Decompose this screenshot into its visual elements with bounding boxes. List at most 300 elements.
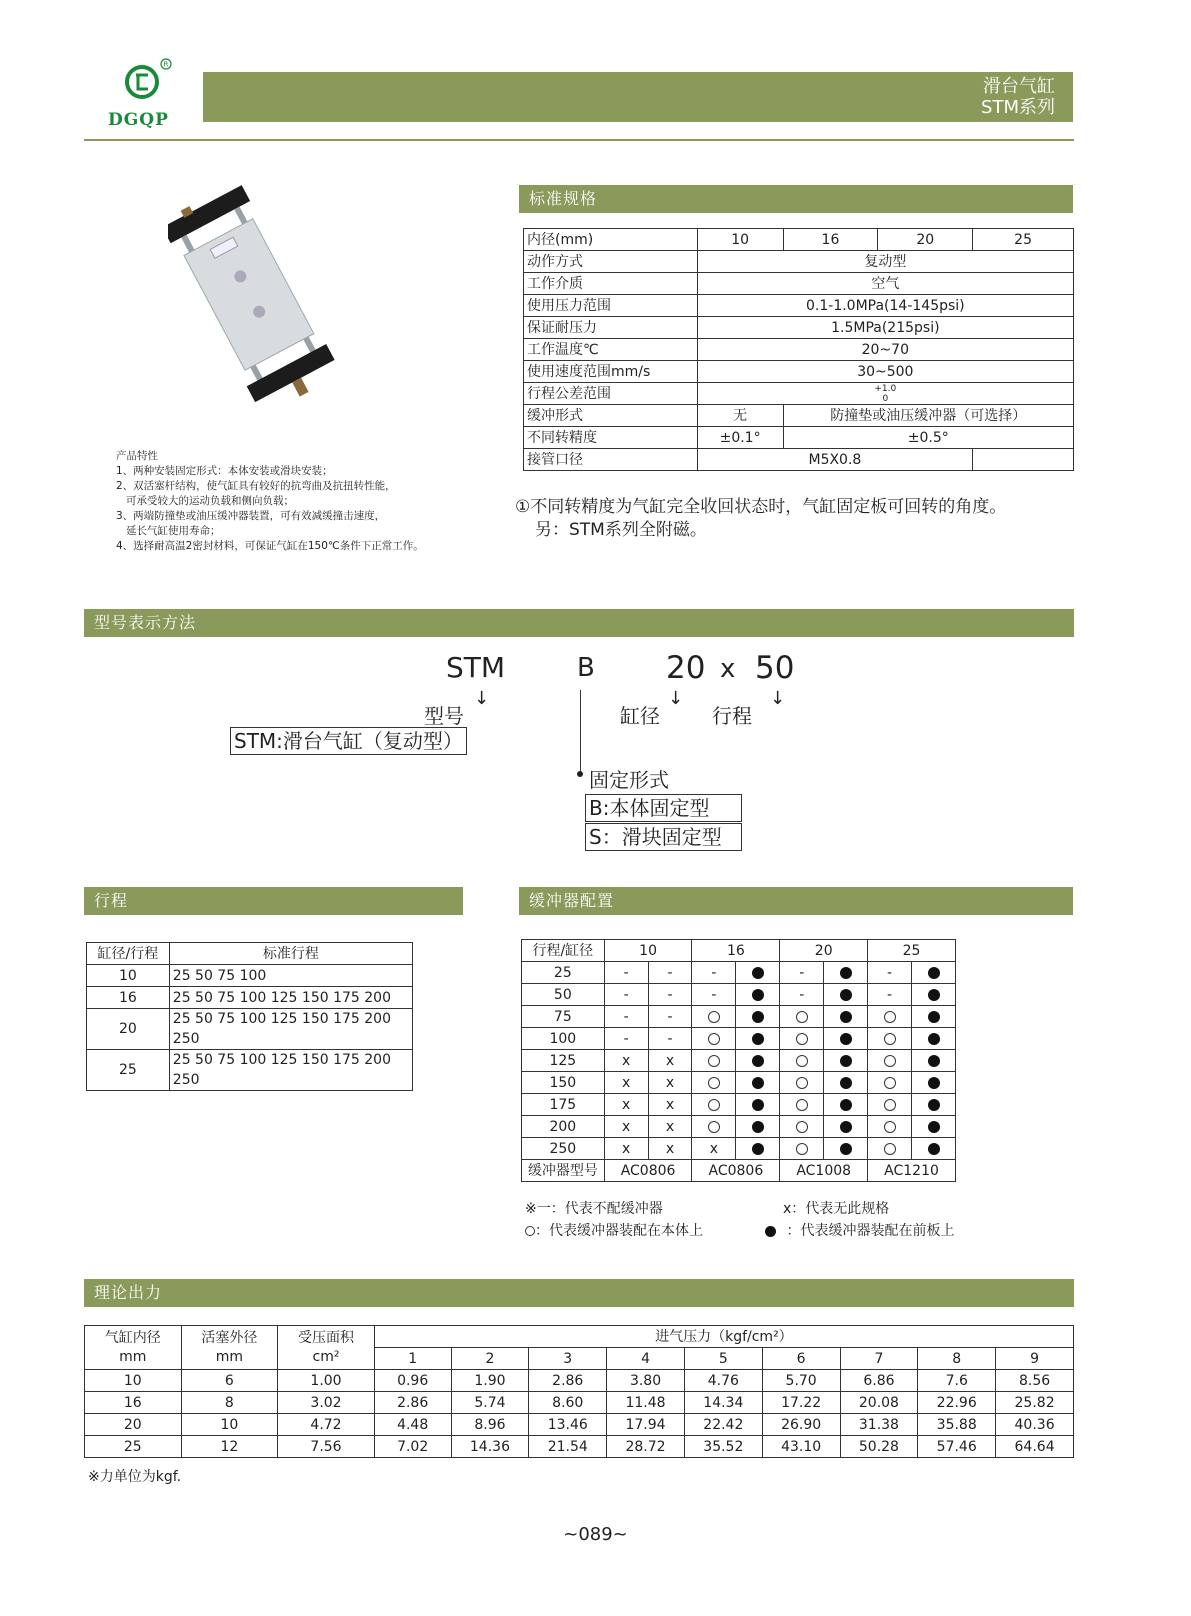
- spec-label: 缓冲形式: [524, 405, 698, 427]
- features-title: 产品特性: [116, 450, 158, 462]
- dot-icon: [928, 1077, 940, 1089]
- dot-icon: [928, 989, 940, 1001]
- buffer-model: AC1210: [868, 1160, 956, 1182]
- tolerance-lower: 0: [882, 393, 889, 404]
- buffer-stroke: 150: [522, 1072, 605, 1094]
- buffer-model: AC0806: [604, 1160, 692, 1182]
- buffer-cell-front: [912, 1094, 956, 1116]
- force-cell: 7.56: [278, 1436, 375, 1458]
- stroke-bore: 20: [87, 1009, 170, 1050]
- buffer-cell-text: -: [868, 984, 912, 1006]
- dot-icon: [840, 1099, 852, 1111]
- spec-bore: 10: [697, 229, 783, 251]
- stroke-values: 25 50 75 100 125 150 175 200 250: [169, 1009, 412, 1050]
- buffer-model: AC0806: [692, 1160, 780, 1182]
- spec-value: 复动型: [697, 251, 1073, 273]
- buffer-cell-body: [692, 1006, 736, 1028]
- mount-option-s: S：滑块固定型: [585, 823, 742, 851]
- force-header-bore-label: 气缸内径: [104, 1329, 161, 1346]
- buffer-cell-front: [912, 1050, 956, 1072]
- force-pressure: 4: [607, 1348, 685, 1370]
- spec-label: 不同转精度: [524, 427, 698, 449]
- spec-note-2: 另：STM系列全附磁。: [535, 520, 707, 540]
- force-cell: 6: [181, 1370, 278, 1392]
- force-cell: 1.00: [278, 1370, 375, 1392]
- spec-label: 内径(mm): [524, 229, 698, 251]
- buffer-cell-front: [736, 1138, 780, 1160]
- force-cell: 10: [85, 1370, 182, 1392]
- dot-icon: [928, 967, 940, 979]
- buffer-bore: 25: [868, 940, 956, 962]
- ring-icon: [796, 1143, 808, 1155]
- ring-icon: [884, 1077, 896, 1089]
- force-cell: 26.90: [762, 1414, 840, 1436]
- buffer-stroke: 125: [522, 1050, 605, 1072]
- buffer-header: 行程/缸径: [522, 940, 605, 962]
- buffer-cell-front: [824, 1116, 868, 1138]
- table-row: [524, 273, 1074, 295]
- force-header-pressure: 进气压力（kgf/cm²）: [374, 1326, 1073, 1348]
- buffer-cell-body: [868, 1006, 912, 1028]
- table-row: [524, 427, 1074, 449]
- force-section-bar: 理论出力: [84, 1279, 1074, 1307]
- buffer-cell-text: -: [780, 984, 824, 1006]
- buffer-cell-text: -: [604, 1028, 648, 1050]
- dot-icon: [752, 1011, 764, 1023]
- force-cell: 43.10: [762, 1436, 840, 1458]
- force-cell: 13.46: [529, 1414, 607, 1436]
- table-row: [87, 943, 413, 965]
- buffer-cell-text: -: [648, 1006, 692, 1028]
- feature-item: 可承受较大的运动负载和侧向负载；: [116, 495, 295, 507]
- stroke-header: 标准行程: [169, 943, 412, 965]
- force-cell: 8.60: [529, 1392, 607, 1414]
- table-row: [524, 251, 1074, 273]
- ring-icon: [708, 1033, 720, 1045]
- model-code-x: x: [720, 654, 736, 684]
- table-row: [524, 449, 1074, 471]
- ring-icon: [708, 1099, 720, 1111]
- force-note: ※力单位为kgf.: [88, 1469, 182, 1485]
- force-cell: 28.72: [607, 1436, 685, 1458]
- buffer-cell-front: [912, 1028, 956, 1050]
- buffer-cell-front: [912, 1072, 956, 1094]
- buffer-cell-front: [736, 984, 780, 1006]
- dot-icon: [840, 989, 852, 1001]
- legend-ring: ：代表缓冲器装配在本体上: [535, 1223, 703, 1239]
- dot-icon: [840, 1077, 852, 1089]
- spec-value: 防撞垫或油压缓冲器（可选择）: [783, 405, 1073, 427]
- arrow-down-icon: ↓: [474, 688, 490, 709]
- force-cell: 22.42: [684, 1414, 762, 1436]
- table-row: [85, 1414, 1074, 1436]
- product-image: [168, 183, 338, 413]
- stroke-bore: 16: [87, 987, 170, 1009]
- force-cell: 35.88: [918, 1414, 996, 1436]
- dot-icon: [752, 1121, 764, 1133]
- legend-dash: ※一：代表不配缓冲器: [525, 1201, 663, 1217]
- force-pressure: 1: [374, 1348, 451, 1370]
- spec-label: 保证耐压力: [524, 317, 698, 339]
- label-mount: 固定形式: [589, 768, 669, 792]
- header-band: [203, 72, 1073, 122]
- svg-text:R: R: [163, 60, 169, 69]
- feature-item: 2、双活塞杆结构，使气缸具有较好的抗弯曲及抗扭转性能，: [116, 480, 396, 492]
- force-cell: 17.22: [762, 1392, 840, 1414]
- buffer-cell-front: [824, 1072, 868, 1094]
- force-header-area-unit: cm²: [312, 1348, 340, 1365]
- buffer-cell-front: [736, 1050, 780, 1072]
- spec-value: ±0.5°: [783, 427, 1073, 449]
- spec-section-bar: 标准规格: [519, 185, 1073, 213]
- stroke-bore: 25: [87, 1050, 170, 1091]
- page-number: ~089~: [563, 1524, 628, 1545]
- brand-name: DGQP: [108, 110, 169, 130]
- force-cell: 5.70: [762, 1370, 840, 1392]
- buffer-cell-body: [780, 1028, 824, 1050]
- buffer-cell-body: [868, 1072, 912, 1094]
- force-cell: 2.86: [374, 1392, 451, 1414]
- ring-icon: [708, 1077, 720, 1089]
- force-cell: 1.90: [451, 1370, 529, 1392]
- spec-value: M5X0.8: [697, 449, 973, 471]
- buffer-cell-body: [780, 1006, 824, 1028]
- table-row: [85, 1326, 1074, 1348]
- ring-icon: [708, 1121, 720, 1133]
- dot-icon: [928, 1011, 940, 1023]
- buffer-cell-text: x: [692, 1138, 736, 1160]
- buffer-bore: 20: [780, 940, 868, 962]
- model-description-box: STM:滑台气缸（复动型）: [230, 727, 467, 755]
- spec-empty-cell: [973, 449, 1074, 471]
- force-cell: 8.96: [451, 1414, 529, 1436]
- buffer-cell-front: [824, 1050, 868, 1072]
- ring-icon: [796, 1077, 808, 1089]
- force-cell: 6.86: [840, 1370, 918, 1392]
- spec-tolerance: [697, 383, 1073, 405]
- ring-icon: [796, 1121, 808, 1133]
- buffer-cell-text: x: [604, 1138, 648, 1160]
- buffer-cell-text: -: [604, 1006, 648, 1028]
- model-code-stroke: 50: [755, 650, 795, 686]
- stroke-values: 25 50 75 100 125 150 175 200: [169, 987, 412, 1009]
- stroke-bore: 10: [87, 965, 170, 987]
- spec-label: 接管口径: [524, 449, 698, 471]
- header-rule: [84, 139, 1074, 141]
- spec-label: 使用压力范围: [524, 295, 698, 317]
- buffer-cell-text: x: [604, 1116, 648, 1138]
- buffer-cell-front: [736, 1116, 780, 1138]
- force-cell: 2.86: [529, 1370, 607, 1392]
- force-cell: 20.08: [840, 1392, 918, 1414]
- buffer-cell-front: [912, 984, 956, 1006]
- header-series: STM系列: [981, 97, 1055, 118]
- buffer-cell-text: -: [780, 962, 824, 984]
- buffer-cell-front: [736, 1006, 780, 1028]
- ring-icon: [884, 1011, 896, 1023]
- table-row: [522, 1160, 956, 1182]
- table-row: [87, 987, 413, 1009]
- buffer-cell-body: [780, 1072, 824, 1094]
- buffer-cell-front: [736, 1072, 780, 1094]
- force-cell: 20: [85, 1414, 182, 1436]
- force-cell: 14.36: [451, 1436, 529, 1458]
- feature-item: 延长气缸使用寿命；: [116, 525, 221, 537]
- spec-value: 1.5MPa(215psi): [697, 317, 1073, 339]
- buffer-cell-text: -: [604, 962, 648, 984]
- table-row: [85, 1370, 1074, 1392]
- feature-item: 4、选择耐高温2密封材料，可保证气缸在150℃条件下正常工作。: [116, 540, 424, 552]
- buffer-cell-text: -: [648, 1028, 692, 1050]
- table-row: [524, 295, 1074, 317]
- buffer-model: AC1008: [780, 1160, 868, 1182]
- buffer-cell-front: [912, 1116, 956, 1138]
- stroke-values: 25 50 75 100 125 150 175 200 250: [169, 1050, 412, 1091]
- buffer-cell-body: [692, 1094, 736, 1116]
- ring-icon: [525, 1226, 535, 1236]
- buffer-cell-front: [912, 962, 956, 984]
- force-cell: 40.36: [996, 1414, 1074, 1436]
- table-row: [524, 361, 1074, 383]
- buffer-bore: 10: [604, 940, 692, 962]
- ring-icon: [884, 1143, 896, 1155]
- ring-icon: [884, 1055, 896, 1067]
- table-row: [524, 383, 1074, 405]
- spec-value: 空气: [697, 273, 1073, 295]
- buffer-cell-front: [824, 1094, 868, 1116]
- force-cell: 11.48: [607, 1392, 685, 1414]
- table-row: [524, 317, 1074, 339]
- buffer-stroke: 25: [522, 962, 605, 984]
- label-bore: 缸径: [620, 704, 660, 728]
- force-header-rod-unit: mm: [215, 1348, 244, 1365]
- force-pressure: 9: [996, 1348, 1074, 1370]
- dot-icon: [928, 1033, 940, 1045]
- spec-value: ±0.1°: [697, 427, 783, 449]
- buffer-cell-body: [868, 1116, 912, 1138]
- force-pressure: 6: [762, 1348, 840, 1370]
- spec-value: 20~70: [697, 339, 1073, 361]
- table-row: [522, 1050, 956, 1072]
- buffer-cell-text: x: [604, 1072, 648, 1094]
- header-title: 滑台气缸: [983, 76, 1055, 97]
- ring-icon: [708, 1011, 720, 1023]
- dot-icon: [752, 1099, 764, 1111]
- stroke-table: [86, 942, 413, 1091]
- buffer-cell-front: [736, 962, 780, 984]
- buffer-cell-text: x: [648, 1072, 692, 1094]
- buffer-cell-text: x: [604, 1094, 648, 1116]
- buffer-cell-body: [868, 1050, 912, 1072]
- force-cell: 7.02: [374, 1436, 451, 1458]
- force-cell: 4.72: [278, 1414, 375, 1436]
- dot-icon: [928, 1121, 940, 1133]
- ring-icon: [796, 1055, 808, 1067]
- spec-label: 工作温度℃: [524, 339, 698, 361]
- buffer-cell-text: -: [868, 962, 912, 984]
- force-cell: 4.48: [374, 1414, 451, 1436]
- buffer-cell-body: [692, 1116, 736, 1138]
- arrow-down-icon: ↓: [770, 688, 786, 709]
- features-block: [116, 449, 496, 554]
- dot-icon: [765, 1226, 776, 1237]
- buffer-cell-text: -: [648, 984, 692, 1006]
- force-header-bore: [85, 1326, 182, 1370]
- dot-icon: [840, 1011, 852, 1023]
- table-row: [522, 940, 956, 962]
- brand-logo: [108, 58, 188, 128]
- buffer-stroke: 175: [522, 1094, 605, 1116]
- dot-icon: [928, 1099, 940, 1111]
- buffer-stroke: 200: [522, 1116, 605, 1138]
- spec-value: 30~500: [697, 361, 1073, 383]
- force-pressure: 5: [684, 1348, 762, 1370]
- spec-value: 0.1-1.0MPa(14-145psi): [697, 295, 1073, 317]
- table-row: [522, 1072, 956, 1094]
- ring-icon: [884, 1099, 896, 1111]
- force-table: [84, 1325, 1074, 1458]
- buffer-bore: 16: [692, 940, 780, 962]
- arrow-down-icon: ↓: [668, 688, 684, 709]
- force-cell: 3.02: [278, 1392, 375, 1414]
- model-code-bore: 20: [666, 650, 706, 686]
- force-cell: 50.28: [840, 1436, 918, 1458]
- force-cell: 12: [181, 1436, 278, 1458]
- buffer-cell-front: [912, 1006, 956, 1028]
- spec-label: 动作方式: [524, 251, 698, 273]
- force-cell: 14.34: [684, 1392, 762, 1414]
- buffer-cell-text: x: [648, 1050, 692, 1072]
- force-pressure: 2: [451, 1348, 529, 1370]
- force-cell: 7.6: [918, 1370, 996, 1392]
- table-row: [524, 229, 1074, 251]
- stroke-section-bar: 行程: [84, 887, 463, 915]
- buffer-cell-body: [692, 1028, 736, 1050]
- buffer-cell-front: [736, 1094, 780, 1116]
- buffer-cell-front: [912, 1138, 956, 1160]
- force-cell: 8: [181, 1392, 278, 1414]
- stroke-header: 缸径/行程: [87, 943, 170, 965]
- table-row: [85, 1392, 1074, 1414]
- buffer-cell-body: [868, 1028, 912, 1050]
- spec-label: 工作介质: [524, 273, 698, 295]
- force-header-rod-label: 活塞外径: [201, 1329, 258, 1346]
- ring-icon: [708, 1055, 720, 1067]
- dot-icon: [840, 1121, 852, 1133]
- table-row: [524, 405, 1074, 427]
- force-cell: 22.96: [918, 1392, 996, 1414]
- buffer-cell-text: -: [692, 984, 736, 1006]
- feature-item: 3、两端防撞垫或油压缓冲器装置，可有效减缓撞击速度，: [116, 510, 386, 522]
- buffer-cell-front: [824, 1138, 868, 1160]
- dot-icon: [840, 1055, 852, 1067]
- buffer-stroke: 75: [522, 1006, 605, 1028]
- spec-bore: 25: [973, 229, 1074, 251]
- buffer-cell-front: [824, 1028, 868, 1050]
- buffer-cell-text: x: [648, 1138, 692, 1160]
- stroke-values: 25 50 75 100: [169, 965, 412, 987]
- dot-icon: [752, 967, 764, 979]
- dot-icon: [752, 989, 764, 1001]
- buffer-stroke: 250: [522, 1138, 605, 1160]
- label-stroke: 行程: [712, 704, 752, 728]
- buffer-cell-body: [692, 1050, 736, 1072]
- buffer-section-bar: 缓冲器配置: [519, 887, 1073, 915]
- buffer-cell-body: [868, 1094, 912, 1116]
- buffer-model-label: 缓冲器型号: [522, 1160, 605, 1182]
- spec-label: 行程公差范围: [524, 383, 698, 405]
- table-row: [522, 962, 956, 984]
- force-pressure: 7: [840, 1348, 918, 1370]
- table-row: [522, 1028, 956, 1050]
- table-row: [524, 339, 1074, 361]
- force-cell: 25.82: [996, 1392, 1074, 1414]
- ring-icon: [796, 1011, 808, 1023]
- force-header-bore-unit: mm: [119, 1348, 147, 1365]
- buffer-cell-front: [736, 1028, 780, 1050]
- spec-note-1: ①不同转精度为气缸完全收回状态时，气缸固定板可回转的角度。: [515, 497, 1007, 517]
- bullet-icon: [577, 771, 583, 777]
- dot-icon: [752, 1033, 764, 1045]
- table-row: [85, 1436, 1074, 1458]
- spec-bore: 16: [783, 229, 878, 251]
- force-pressure: 3: [529, 1348, 607, 1370]
- buffer-cell-front: [824, 962, 868, 984]
- force-pressure: 8: [918, 1348, 996, 1370]
- ring-icon: [796, 1099, 808, 1111]
- buffer-cell-body: [780, 1116, 824, 1138]
- buffer-cell-text: -: [648, 962, 692, 984]
- logo-mark-icon: [108, 58, 188, 104]
- mount-option-b: B:本体固定型: [585, 794, 742, 822]
- force-cell: 57.46: [918, 1436, 996, 1458]
- force-cell: 4.76: [684, 1370, 762, 1392]
- spec-label: 使用速度范围mm/s: [524, 361, 698, 383]
- table-row: [87, 1050, 413, 1091]
- spec-note: [515, 496, 1006, 542]
- buffer-stroke: 50: [522, 984, 605, 1006]
- buffer-cell-body: [780, 1138, 824, 1160]
- dot-icon: [752, 1077, 764, 1089]
- dot-icon: [928, 1055, 940, 1067]
- feature-item: 1、两种安装固定形式：本体安装或滑块安装；: [116, 465, 333, 477]
- force-header-area-label: 受压面积: [297, 1329, 354, 1346]
- table-row: [87, 965, 413, 987]
- force-cell: 64.64: [996, 1436, 1074, 1458]
- tolerance-upper: +1.0: [874, 383, 897, 394]
- dot-icon: [840, 1143, 852, 1155]
- force-cell: 35.52: [684, 1436, 762, 1458]
- buffer-cell-text: x: [648, 1094, 692, 1116]
- buffer-cell-front: [824, 1006, 868, 1028]
- spec-table: [523, 228, 1074, 471]
- force-cell: 17.94: [607, 1414, 685, 1436]
- dot-icon: [752, 1143, 764, 1155]
- buffer-cell-text: -: [604, 984, 648, 1006]
- ring-icon: [884, 1121, 896, 1133]
- dot-icon: [928, 1143, 940, 1155]
- force-cell: 5.74: [451, 1392, 529, 1414]
- model-code-series: STM: [446, 651, 506, 684]
- buffer-table: [521, 939, 956, 1182]
- force-header-area: [278, 1326, 375, 1370]
- model-code-mount: B: [577, 653, 595, 683]
- force-cell: 3.80: [607, 1370, 685, 1392]
- buffer-cell-front: [824, 984, 868, 1006]
- table-row: [87, 1009, 413, 1050]
- dot-icon: [752, 1055, 764, 1067]
- dot-icon: [840, 1033, 852, 1045]
